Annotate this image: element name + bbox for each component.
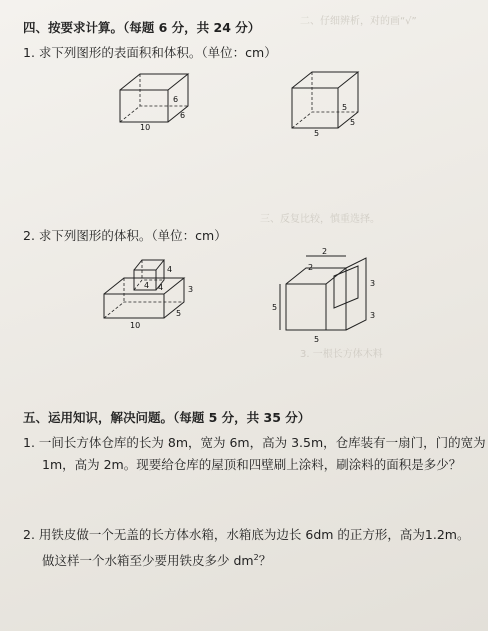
dim-a-label: 5 — [342, 103, 348, 112]
dim-notch-label: 3 — [370, 279, 376, 288]
dim-left-label: 2 — [308, 263, 314, 272]
question-5-1-line1: 1. 一间长方体仓库的长为 8m，宽为 6m，高为 3.5m，仓库装有一扇门，门的宽为 — [23, 435, 486, 450]
dim-depth-label: 3 — [370, 311, 376, 320]
dim-c-label: 5 — [314, 129, 320, 138]
question-5-2-line1: 2. 用铁皮做一个无盖的长方体水箱，水箱底为边长 6dm 的正方形，高为1.2m。 — [23, 527, 470, 542]
dim-top-label: 2 — [322, 247, 328, 256]
dim-height-label: 5 — [272, 303, 278, 312]
dim-bottom-label: 5 — [314, 335, 320, 344]
dim-b-label: 5 — [350, 118, 356, 127]
bleed-through-text: 3. 一根长方体木料 — [300, 349, 383, 360]
top-height-label: 4 — [167, 265, 173, 274]
top-depth-label: 4 — [158, 283, 164, 292]
base-height-label: 3 — [188, 285, 194, 294]
question-4-1: 1. 求下列图形的表面积和体积。（单位：cm） — [23, 45, 277, 60]
notched-solid-figure-4 — [272, 247, 388, 345]
cube-figure-2 — [290, 70, 370, 138]
stacked-solid-figure-3 — [100, 250, 200, 332]
bleed-through-text: 二、仔细辨析，对的画“√” — [300, 16, 417, 27]
dim-width-label: 6 — [180, 111, 186, 120]
section-5-heading: 五、运用知识，解决问题。（每题 5 分，共 35 分） — [23, 410, 311, 425]
dim-length-label: 10 — [140, 123, 151, 132]
question-4-2: 2. 求下列图形的体积。（单位：cm） — [23, 228, 227, 243]
cuboid-figure-1 — [118, 72, 198, 134]
top-width-label: 4 — [144, 281, 150, 290]
dim-height-label: 6 — [173, 95, 179, 104]
base-depth-label: 5 — [176, 309, 182, 318]
question-5-1-line2: 1m，高为 2m。现要给仓库的屋顶和四壁刷上涂料，刷涂料的面积是多少？ — [42, 457, 462, 472]
section-4-heading: 四、按要求计算。（每题 6 分，共 24 分） — [23, 20, 261, 35]
question-5-2-line2: 做这样一个水箱至少要用铁皮多少 $dm^2$？ — [42, 553, 272, 569]
bleed-through-text: 三、反复比较，慎重选择。 — [260, 214, 380, 225]
base-length-label: 10 — [130, 321, 141, 330]
